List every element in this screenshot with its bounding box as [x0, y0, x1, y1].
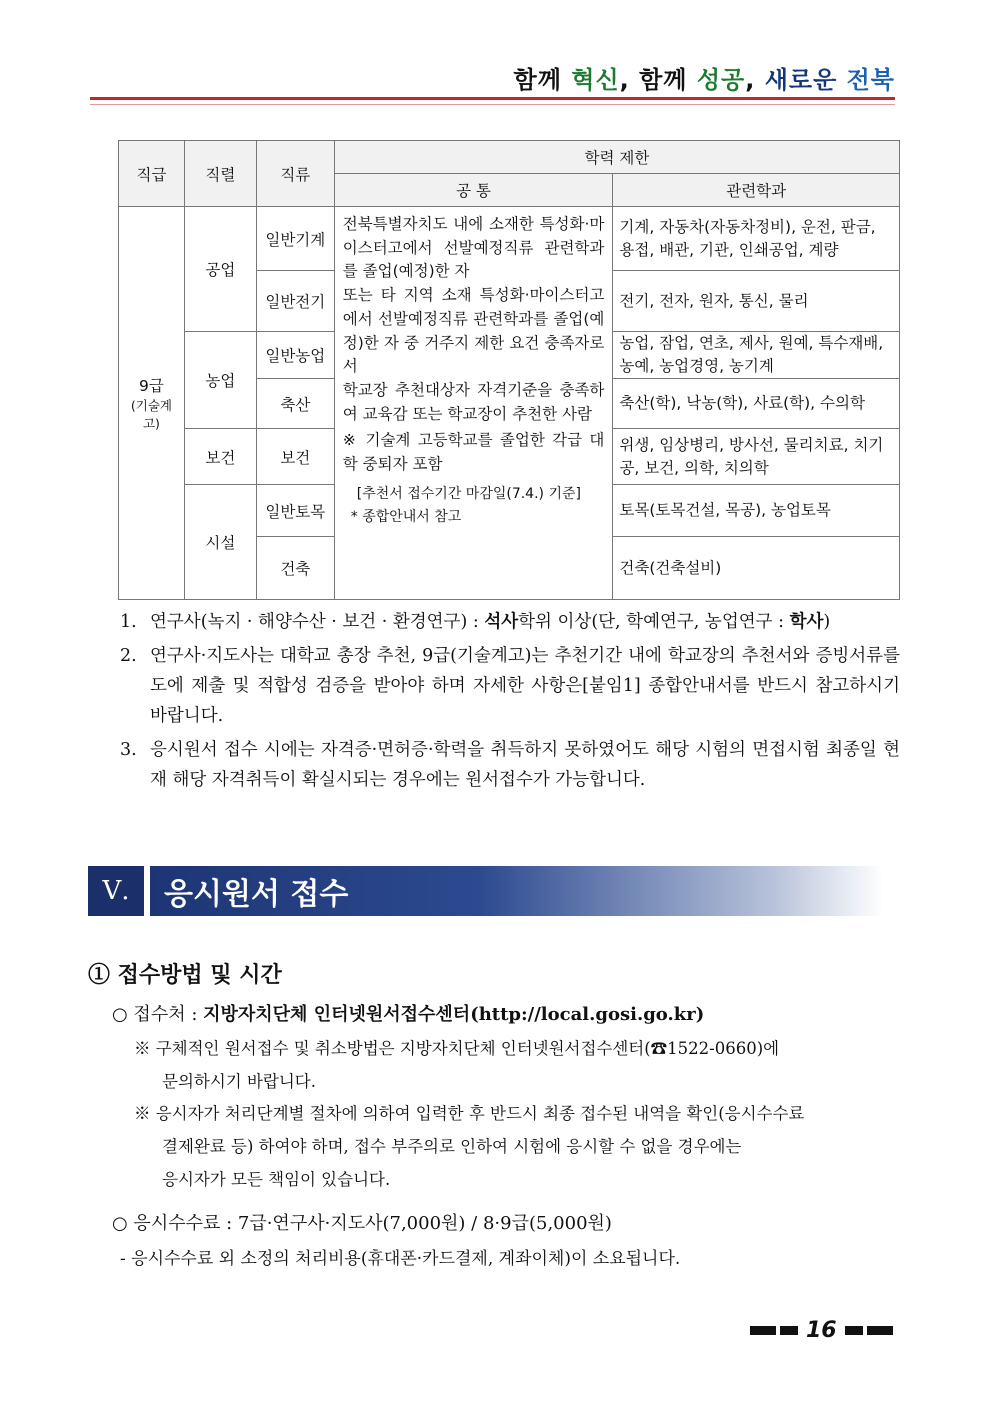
header-slogan	[514, 60, 895, 95]
note-line: 결제완료 등) 하여야 하며, 접수 부주의로 인하여 시험에 응시할 수 없을 경우에는	[162, 1137, 742, 1156]
slogan-part: ,	[745, 66, 765, 94]
slogan-part: 혁신	[571, 66, 620, 94]
reception-line	[112, 1000, 912, 1026]
footer-bar-icon	[867, 1326, 893, 1335]
class-cell: 일반토목	[256, 485, 334, 537]
header-class: 직류	[256, 141, 334, 207]
dept-cell: 전기, 전자, 원자, 통신, 물리	[613, 271, 900, 332]
page-footer	[748, 1318, 895, 1343]
note-number: 2.	[120, 646, 137, 666]
footer-bar-icon	[750, 1326, 776, 1335]
class-cell: 축산	[256, 379, 334, 429]
footer-bar-icon	[845, 1326, 863, 1335]
footer-bar-icon	[780, 1326, 798, 1335]
dept-cell: 토목(토목건설, 목공), 농업토목	[613, 485, 900, 537]
header-rule-thin	[90, 104, 895, 105]
section-heading	[88, 866, 884, 916]
note-line: 응시자가 모든 책임이 있습니다.	[162, 1170, 391, 1189]
slogan-part: 함께	[513, 66, 572, 94]
slogan-part: 성공	[696, 66, 746, 94]
note-text-bold: 학사	[789, 612, 824, 632]
common-text: 또는 타 지역 소재 특성화·마이스터고에서 선발예정직류 관련학과를 졸업(예정)한 자 중 거주지 제한 요건 충족자로서	[342, 286, 605, 376]
class-cell: 일반기계	[256, 207, 334, 271]
note-line: ※ 구체적인 원서접수 및 취소방법은 지방자치단체 인터넷원서접수센터(☎1522-0660)에	[134, 1039, 780, 1058]
dept-cell: 농업, 잠업, 연초, 제사, 원예, 특수재배, 농예, 농업경영, 농기계	[613, 332, 900, 379]
reception-note-1	[134, 1032, 934, 1098]
note-number: 3.	[120, 740, 137, 760]
dept-cell: 기계, 자동차(자동차정비), 운전, 판금, 용접, 배관, 기관, 인쇄공업, 계량	[613, 207, 900, 271]
note-item	[120, 735, 900, 795]
slogan-part	[837, 66, 846, 94]
reception-note-2	[134, 1097, 934, 1196]
common-note: * 종합안내서 참고	[350, 509, 462, 526]
slogan-part: , 함께	[619, 66, 697, 94]
note-text: )	[823, 612, 831, 632]
class-cell: 건축	[256, 537, 334, 600]
note-text: 연구사·지도사는 대학교 총장 추천, 9급(기술계고)는 추천기간 내에 학교장의 추천서와 증빙서류를 도에 제출 및 적합성 검증을 받아야 하며 자세한 사항은[붙임1] 종합안내서를 반드시 참고하시기 바랍니다.	[150, 646, 900, 726]
fee-line: ○ 응시수수료 : 7급·연구사·지도사(7,000원) / 8·9급(5,000원)	[112, 1213, 612, 1234]
series-cell: 보건	[184, 429, 256, 485]
dept-cell: 축산(학), 낙농(학), 사료(학), 수의학	[613, 379, 900, 429]
note-text-bold: 석사	[484, 612, 519, 632]
common-text: 학교장 추천대상자 자격기준을 충족하여 교육감 또는 학교장이 추천한 사람	[342, 380, 605, 423]
header-dept: 관련학과	[613, 174, 900, 207]
note-text: 연구사(녹지 · 해양수산 · 보건 · 환경연구) :	[150, 612, 485, 632]
section-title: 응시원서 접수	[150, 866, 884, 916]
dept-cell: 건축(건축설비)	[613, 537, 900, 600]
class-cell: 일반농업	[256, 332, 334, 379]
reception-value: 지방자치단체 인터넷원서접수센터(http://local.gosi.go.kr)	[203, 1004, 705, 1025]
common-note: ※ 기술계 고등학교를 졸업한 각급 대학 중퇴자 포함	[342, 431, 605, 474]
common-requirement-cell	[334, 207, 613, 600]
slogan-part: 새로운	[764, 66, 838, 94]
subsection-title: ① 접수방법 및 시간	[88, 962, 282, 988]
header-grade: 직급	[119, 141, 185, 207]
header-common: 공 통	[334, 174, 613, 207]
note-line: 문의하시기 바랍니다.	[162, 1072, 316, 1091]
section-number: Ⅴ.	[88, 866, 144, 916]
common-note: [추천서 접수기간 마감일(7.4.) 기준]	[356, 485, 581, 502]
class-cell: 보건	[256, 429, 334, 485]
fee-note: - 응시수수료 외 소정의 처리비용(휴대폰·카드결제, 계좌이체)이 소요됩니다.	[120, 1249, 681, 1269]
dept-cell: 위생, 임상병리, 방사선, 물리치료, 치기공, 보건, 의학, 치의학	[613, 429, 900, 485]
header-rule	[90, 97, 895, 100]
note-item	[120, 641, 900, 731]
grade-label: 9급	[139, 377, 164, 395]
series-cell: 농업	[184, 332, 256, 429]
grade-cell	[119, 207, 185, 600]
slogan-part: 전북	[846, 66, 895, 94]
notes-list	[120, 607, 900, 799]
header-education: 학력 제한	[334, 141, 899, 174]
note-text: 응시원서 접수 시에는 자격증·면허증·학력을 취득하지 못하였어도 해당 시험의 면접시험 최종일 현재 해당 자격취득이 확실시되는 경우에는 원서접수가 가능합니다.	[150, 740, 900, 790]
note-number: 1.	[120, 612, 137, 632]
grade-sub-label: (기술계고)	[130, 398, 173, 431]
common-text: 전북특별자치도 내에 소재한 특성화·마이스터고에서 선발예정직류 관련학과를 졸업(예정)한 자	[342, 215, 605, 281]
series-cell: 시설	[184, 485, 256, 600]
requirements-table	[118, 140, 900, 600]
reception-label: ○ 접수처 :	[112, 1004, 204, 1025]
class-cell: 일반전기	[256, 271, 334, 332]
note-line: ※ 응시자가 처리단계별 절차에 의하여 입력한 후 반드시 최종 접수된 내역을 확인(응시수수료	[134, 1104, 805, 1123]
note-text: 학위 이상(단, 학예연구, 농업연구 :	[518, 612, 790, 632]
page-number: 16	[806, 1318, 837, 1343]
series-cell: 공업	[184, 207, 256, 332]
header-series: 직렬	[184, 141, 256, 207]
note-item	[120, 607, 900, 637]
